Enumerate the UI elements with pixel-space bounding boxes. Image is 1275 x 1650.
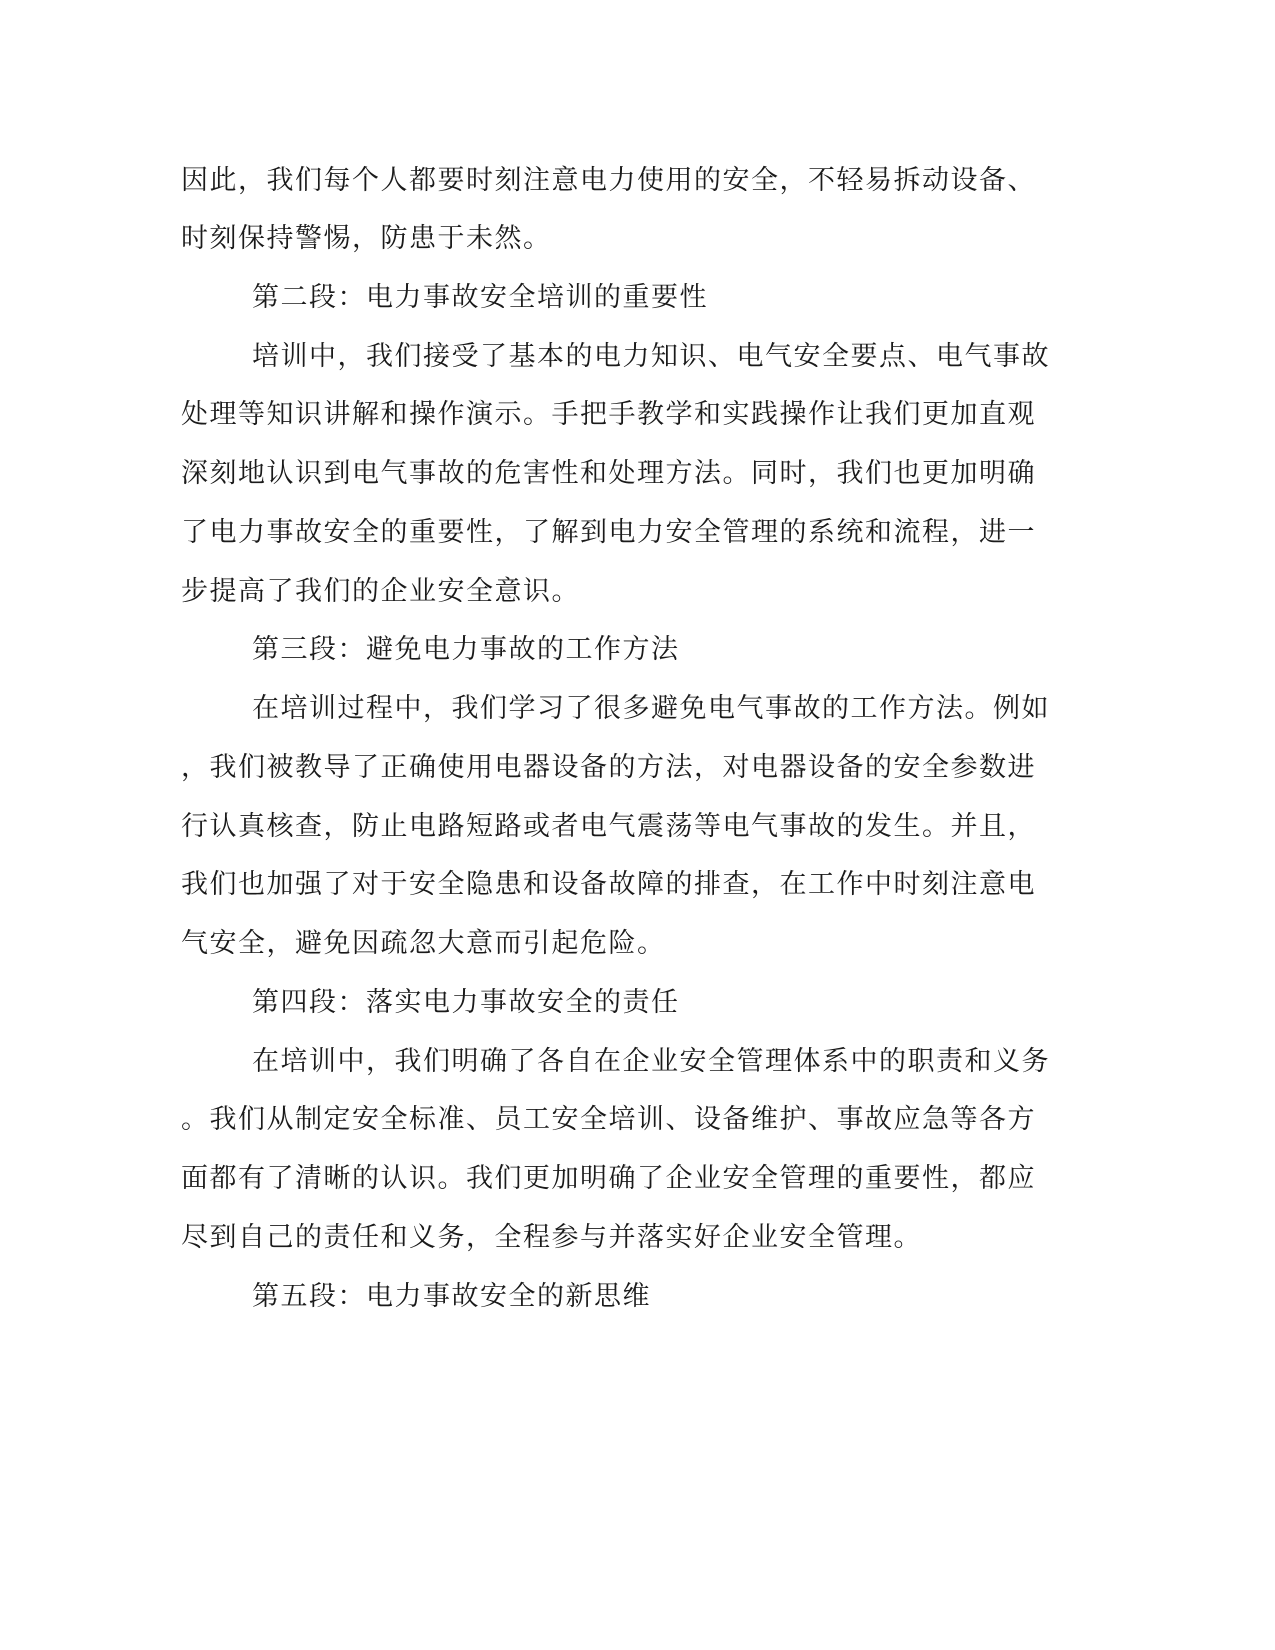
paragraph-line: 深刻地认识到电气事故的危害性和处理方法。同时，我们也更加明确 (181, 458, 1036, 489)
paragraph-line: 气安全，避免因疏忽大意而引起危险。 (181, 928, 666, 959)
paragraph-line: 行认真核查，防止电路短路或者电气震荡等电气事故的发生。并且， (181, 811, 1036, 842)
paragraph-line: 面都有了清晰的认识。我们更加明确了企业安全管理的重要性，都应 (181, 1163, 1036, 1194)
paragraph-line: 步提高了我们的企业安全意识。 (181, 576, 580, 607)
section-heading: 第三段：避免电力事故的工作方法 (252, 634, 680, 665)
paragraph-line: 我们也加强了对于安全隐患和设备故障的排查，在工作中时刻注意电 (181, 869, 1036, 900)
paragraph-line: 了电力事故安全的重要性，了解到电力安全管理的系统和流程，进一 (181, 517, 1036, 548)
paragraph-line: 。我们从制定安全标准、员工安全培训、设备维护、事故应急等各方 (181, 1104, 1036, 1135)
section-heading: 第五段：电力事故安全的新思维 (252, 1281, 651, 1312)
paragraph-line: 尽到自己的责任和义务，全程参与并落实好企业安全管理。 (181, 1222, 922, 1253)
paragraph-line: 处理等知识讲解和操作演示。手把手教学和实践操作让我们更加直观 (181, 399, 1036, 430)
paragraph-line: 培训中，我们接受了基本的电力知识、电气安全要点、电气事故 (252, 341, 1050, 372)
paragraph-line: 在培训中，我们明确了各自在企业安全管理体系中的职责和义务 (252, 1046, 1050, 1077)
paragraph-line: ，我们被教导了正确使用电器设备的方法，对电器设备的安全参数进 (181, 752, 1036, 783)
paragraph-line: 因此，我们每个人都要时刻注意电力使用的安全，不轻易拆动设备、 (181, 165, 1036, 196)
section-heading: 第二段：电力事故安全培训的重要性 (252, 282, 708, 313)
section-heading: 第四段：落实电力事故安全的责任 (252, 987, 680, 1018)
paragraph-line: 时刻保持警惕，防患于未然。 (181, 223, 552, 254)
paragraph-line: 在培训过程中，我们学习了很多避免电气事故的工作方法。例如 (252, 693, 1050, 724)
